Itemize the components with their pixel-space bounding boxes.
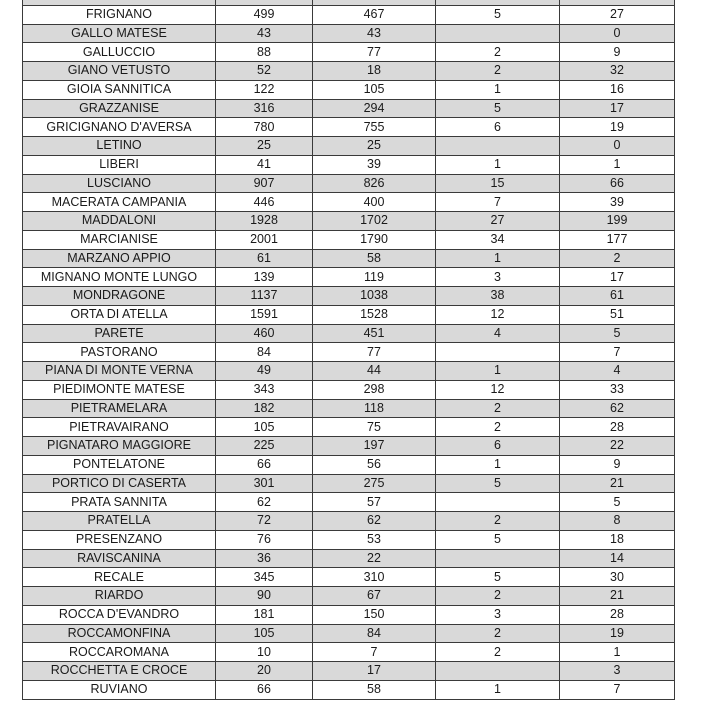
- value-cell-3: 5: [436, 568, 560, 587]
- table-row: [23, 193, 675, 212]
- comune-cell: MADDALONI: [23, 212, 216, 231]
- value-cell-4: 1: [560, 155, 675, 174]
- value-cell-4: 3: [560, 662, 675, 681]
- value-cell-4: 9: [560, 455, 675, 474]
- value-cell-1: 49: [216, 362, 313, 381]
- table-row: [23, 155, 675, 174]
- comune-cell: RECALE: [23, 568, 216, 587]
- comune-cell: GALLO MATESE: [23, 24, 216, 43]
- value-cell-1: 41: [216, 155, 313, 174]
- value-cell-1: 499: [216, 5, 313, 24]
- value-cell-3: [436, 662, 560, 681]
- value-cell-4: 16: [560, 80, 675, 99]
- value-cell-3: [436, 493, 560, 512]
- table-row: [23, 380, 675, 399]
- comune-cell: LETINO: [23, 137, 216, 156]
- value-cell-1: 225: [216, 437, 313, 456]
- value-cell-3: 12: [436, 380, 560, 399]
- value-cell-4: 39: [560, 193, 675, 212]
- value-cell-1: 43: [216, 24, 313, 43]
- table-row: [23, 362, 675, 381]
- value-cell-4: 22: [560, 437, 675, 456]
- value-cell-4: 8: [560, 512, 675, 531]
- comune-cell: ROCCAROMANA: [23, 643, 216, 662]
- table-row: [23, 99, 675, 118]
- value-cell-2: 25: [313, 137, 436, 156]
- comune-cell: PIEDIMONTE MATESE: [23, 380, 216, 399]
- table-row: [23, 455, 675, 474]
- value-cell-4: 51: [560, 305, 675, 324]
- value-cell-3: 1: [436, 80, 560, 99]
- table-row: [23, 605, 675, 624]
- value-cell-2: 1790: [313, 230, 436, 249]
- value-cell-3: 2: [436, 624, 560, 643]
- value-cell-2: 62: [313, 512, 436, 531]
- value-cell-4: 32: [560, 62, 675, 81]
- value-cell-1: 72: [216, 512, 313, 531]
- value-cell-3: 27: [436, 212, 560, 231]
- table-row: [23, 418, 675, 437]
- value-cell-2: 17: [313, 662, 436, 681]
- comune-cell: GALLUCCIO: [23, 43, 216, 62]
- value-cell-2: 298: [313, 380, 436, 399]
- value-cell-3: 34: [436, 230, 560, 249]
- value-cell-2: 1038: [313, 287, 436, 306]
- value-cell-1: 105: [216, 624, 313, 643]
- value-cell-2: 105: [313, 80, 436, 99]
- value-cell-3: 15: [436, 174, 560, 193]
- comune-cell: RIARDO: [23, 587, 216, 606]
- value-cell-4: 9: [560, 43, 675, 62]
- comune-cell: PRATELLA: [23, 512, 216, 531]
- value-cell-4: 19: [560, 118, 675, 137]
- value-cell-2: 56: [313, 455, 436, 474]
- comune-cell: PARETE: [23, 324, 216, 343]
- value-cell-1: 90: [216, 587, 313, 606]
- value-cell-2: 294: [313, 99, 436, 118]
- value-cell-4: 21: [560, 587, 675, 606]
- value-cell-1: 2001: [216, 230, 313, 249]
- comune-cell: ORTA DI ATELLA: [23, 305, 216, 324]
- value-cell-1: 1928: [216, 212, 313, 231]
- value-cell-3: 2: [436, 418, 560, 437]
- comune-cell: MONDRAGONE: [23, 287, 216, 306]
- table-row: [23, 80, 675, 99]
- value-cell-2: 77: [313, 343, 436, 362]
- value-cell-1: 182: [216, 399, 313, 418]
- value-cell-4: 1: [560, 643, 675, 662]
- value-cell-3: 2: [436, 643, 560, 662]
- value-cell-1: 66: [216, 680, 313, 699]
- comune-cell: PIANA DI MONTE VERNA: [23, 362, 216, 381]
- value-cell-3: 38: [436, 287, 560, 306]
- value-cell-1: 36: [216, 549, 313, 568]
- value-cell-2: 275: [313, 474, 436, 493]
- data-table: [22, 0, 675, 700]
- value-cell-1: 76: [216, 530, 313, 549]
- comune-cell: ROCCAMONFINA: [23, 624, 216, 643]
- value-cell-3: 2: [436, 62, 560, 81]
- comune-cell: ROCCHETTA E CROCE: [23, 662, 216, 681]
- value-cell-3: 2: [436, 43, 560, 62]
- value-cell-2: 310: [313, 568, 436, 587]
- value-cell-4: 14: [560, 549, 675, 568]
- table-body: [23, 0, 675, 699]
- table-row: [23, 530, 675, 549]
- value-cell-4: 7: [560, 343, 675, 362]
- value-cell-2: 84: [313, 624, 436, 643]
- value-cell-2: 43: [313, 24, 436, 43]
- table-row: [23, 43, 675, 62]
- value-cell-2: 7: [313, 643, 436, 662]
- value-cell-1: 301: [216, 474, 313, 493]
- value-cell-1: 780: [216, 118, 313, 137]
- value-cell-4: 61: [560, 287, 675, 306]
- value-cell-4: 4: [560, 362, 675, 381]
- value-cell-4: 0: [560, 24, 675, 43]
- table-row: [23, 230, 675, 249]
- table-row: [23, 512, 675, 531]
- value-cell-4: 33: [560, 380, 675, 399]
- table-row: [23, 474, 675, 493]
- value-cell-2: 826: [313, 174, 436, 193]
- value-cell-4: 21: [560, 474, 675, 493]
- value-cell-2: 75: [313, 418, 436, 437]
- value-cell-4: 66: [560, 174, 675, 193]
- value-cell-3: 12: [436, 305, 560, 324]
- value-cell-3: 6: [436, 437, 560, 456]
- table-row: [23, 549, 675, 568]
- table-row: [23, 305, 675, 324]
- comune-cell: RUVIANO: [23, 680, 216, 699]
- table-row: [23, 249, 675, 268]
- value-cell-4: 17: [560, 99, 675, 118]
- value-cell-3: [436, 549, 560, 568]
- value-cell-4: 28: [560, 605, 675, 624]
- value-cell-3: 4: [436, 324, 560, 343]
- comune-cell: GIANO VETUSTO: [23, 62, 216, 81]
- value-cell-2: 53: [313, 530, 436, 549]
- table-row: [23, 343, 675, 362]
- table-row: [23, 643, 675, 662]
- table-row: [23, 437, 675, 456]
- value-cell-1: 907: [216, 174, 313, 193]
- table-row: [23, 212, 675, 231]
- value-cell-2: 57: [313, 493, 436, 512]
- value-cell-2: 67: [313, 587, 436, 606]
- comune-cell: GRAZZANISE: [23, 99, 216, 118]
- value-cell-1: 61: [216, 249, 313, 268]
- value-cell-2: 119: [313, 268, 436, 287]
- table-row: [23, 680, 675, 699]
- table-row: [23, 268, 675, 287]
- value-cell-2: 400: [313, 193, 436, 212]
- comune-cell: GRICIGNANO D'AVERSA: [23, 118, 216, 137]
- value-cell-2: 755: [313, 118, 436, 137]
- value-cell-2: 150: [313, 605, 436, 624]
- value-cell-2: 39: [313, 155, 436, 174]
- value-cell-1: 343: [216, 380, 313, 399]
- value-cell-3: 3: [436, 605, 560, 624]
- value-cell-3: 2: [436, 399, 560, 418]
- value-cell-4: 17: [560, 268, 675, 287]
- value-cell-1: 10: [216, 643, 313, 662]
- value-cell-3: 5: [436, 99, 560, 118]
- value-cell-4: 28: [560, 418, 675, 437]
- comune-cell: RAVISCANINA: [23, 549, 216, 568]
- comune-cell: ROCCA D'EVANDRO: [23, 605, 216, 624]
- value-cell-1: 66: [216, 455, 313, 474]
- table-row: [23, 624, 675, 643]
- comune-cell: GIOIA SANNITICA: [23, 80, 216, 99]
- table-row: [23, 174, 675, 193]
- value-cell-2: 197: [313, 437, 436, 456]
- value-cell-2: 22: [313, 549, 436, 568]
- value-cell-3: 1: [436, 155, 560, 174]
- value-cell-2: 467: [313, 5, 436, 24]
- value-cell-1: 460: [216, 324, 313, 343]
- value-cell-3: 2: [436, 587, 560, 606]
- value-cell-3: [436, 24, 560, 43]
- value-cell-3: 5: [436, 5, 560, 24]
- value-cell-4: 62: [560, 399, 675, 418]
- value-cell-4: 5: [560, 324, 675, 343]
- value-cell-1: 25: [216, 137, 313, 156]
- value-cell-2: 58: [313, 249, 436, 268]
- value-cell-2: 1702: [313, 212, 436, 231]
- table-row: [23, 324, 675, 343]
- table-row: [23, 493, 675, 512]
- table-row: [23, 568, 675, 587]
- table-row: [23, 118, 675, 137]
- comune-cell: PIETRAVAIRANO: [23, 418, 216, 437]
- value-cell-3: 5: [436, 474, 560, 493]
- value-cell-1: 62: [216, 493, 313, 512]
- value-cell-1: 139: [216, 268, 313, 287]
- value-cell-1: 88: [216, 43, 313, 62]
- value-cell-4: 199: [560, 212, 675, 231]
- value-cell-3: 5: [436, 530, 560, 549]
- value-cell-2: 44: [313, 362, 436, 381]
- table-row: [23, 137, 675, 156]
- value-cell-3: [436, 343, 560, 362]
- value-cell-2: 18: [313, 62, 436, 81]
- table-row: [23, 399, 675, 418]
- comune-cell: FRIGNANO: [23, 5, 216, 24]
- comune-cell: MIGNANO MONTE LUNGO: [23, 268, 216, 287]
- value-cell-3: 3: [436, 268, 560, 287]
- value-cell-2: 58: [313, 680, 436, 699]
- value-cell-1: 181: [216, 605, 313, 624]
- comune-cell: PASTORANO: [23, 343, 216, 362]
- value-cell-3: 2: [436, 512, 560, 531]
- comune-cell: MARCIANISE: [23, 230, 216, 249]
- value-cell-1: 345: [216, 568, 313, 587]
- value-cell-1: 84: [216, 343, 313, 362]
- value-cell-3: 1: [436, 249, 560, 268]
- value-cell-2: 1528: [313, 305, 436, 324]
- value-cell-4: 27: [560, 5, 675, 24]
- value-cell-4: 5: [560, 493, 675, 512]
- value-cell-3: [436, 137, 560, 156]
- value-cell-1: 1137: [216, 287, 313, 306]
- value-cell-1: 20: [216, 662, 313, 681]
- value-cell-4: 19: [560, 624, 675, 643]
- value-cell-1: 1591: [216, 305, 313, 324]
- value-cell-1: 122: [216, 80, 313, 99]
- table-row: [23, 587, 675, 606]
- value-cell-4: 0: [560, 137, 675, 156]
- comune-cell: LUSCIANO: [23, 174, 216, 193]
- comune-cell: PRESENZANO: [23, 530, 216, 549]
- comune-cell: PORTICO DI CASERTA: [23, 474, 216, 493]
- value-cell-2: 451: [313, 324, 436, 343]
- value-cell-1: 52: [216, 62, 313, 81]
- value-cell-1: 446: [216, 193, 313, 212]
- comune-cell: MACERATA CAMPANIA: [23, 193, 216, 212]
- value-cell-1: 316: [216, 99, 313, 118]
- table-row: [23, 24, 675, 43]
- comune-cell: LIBERI: [23, 155, 216, 174]
- table-row: [23, 287, 675, 306]
- table-row: [23, 662, 675, 681]
- comune-cell: PONTELATONE: [23, 455, 216, 474]
- comune-cell: PIGNATARO MAGGIORE: [23, 437, 216, 456]
- value-cell-2: 77: [313, 43, 436, 62]
- value-cell-3: 1: [436, 455, 560, 474]
- value-cell-4: 18: [560, 530, 675, 549]
- value-cell-4: 7: [560, 680, 675, 699]
- table-row: [23, 62, 675, 81]
- comune-cell: MARZANO APPIO: [23, 249, 216, 268]
- comune-cell: PRATA SANNITA: [23, 493, 216, 512]
- value-cell-4: 177: [560, 230, 675, 249]
- value-cell-4: 30: [560, 568, 675, 587]
- value-cell-2: 118: [313, 399, 436, 418]
- comune-cell: PIETRAMELARA: [23, 399, 216, 418]
- value-cell-3: 1: [436, 362, 560, 381]
- value-cell-4: 2: [560, 249, 675, 268]
- value-cell-1: 105: [216, 418, 313, 437]
- value-cell-3: 1: [436, 680, 560, 699]
- value-cell-3: 7: [436, 193, 560, 212]
- table-row: [23, 5, 675, 24]
- value-cell-3: 6: [436, 118, 560, 137]
